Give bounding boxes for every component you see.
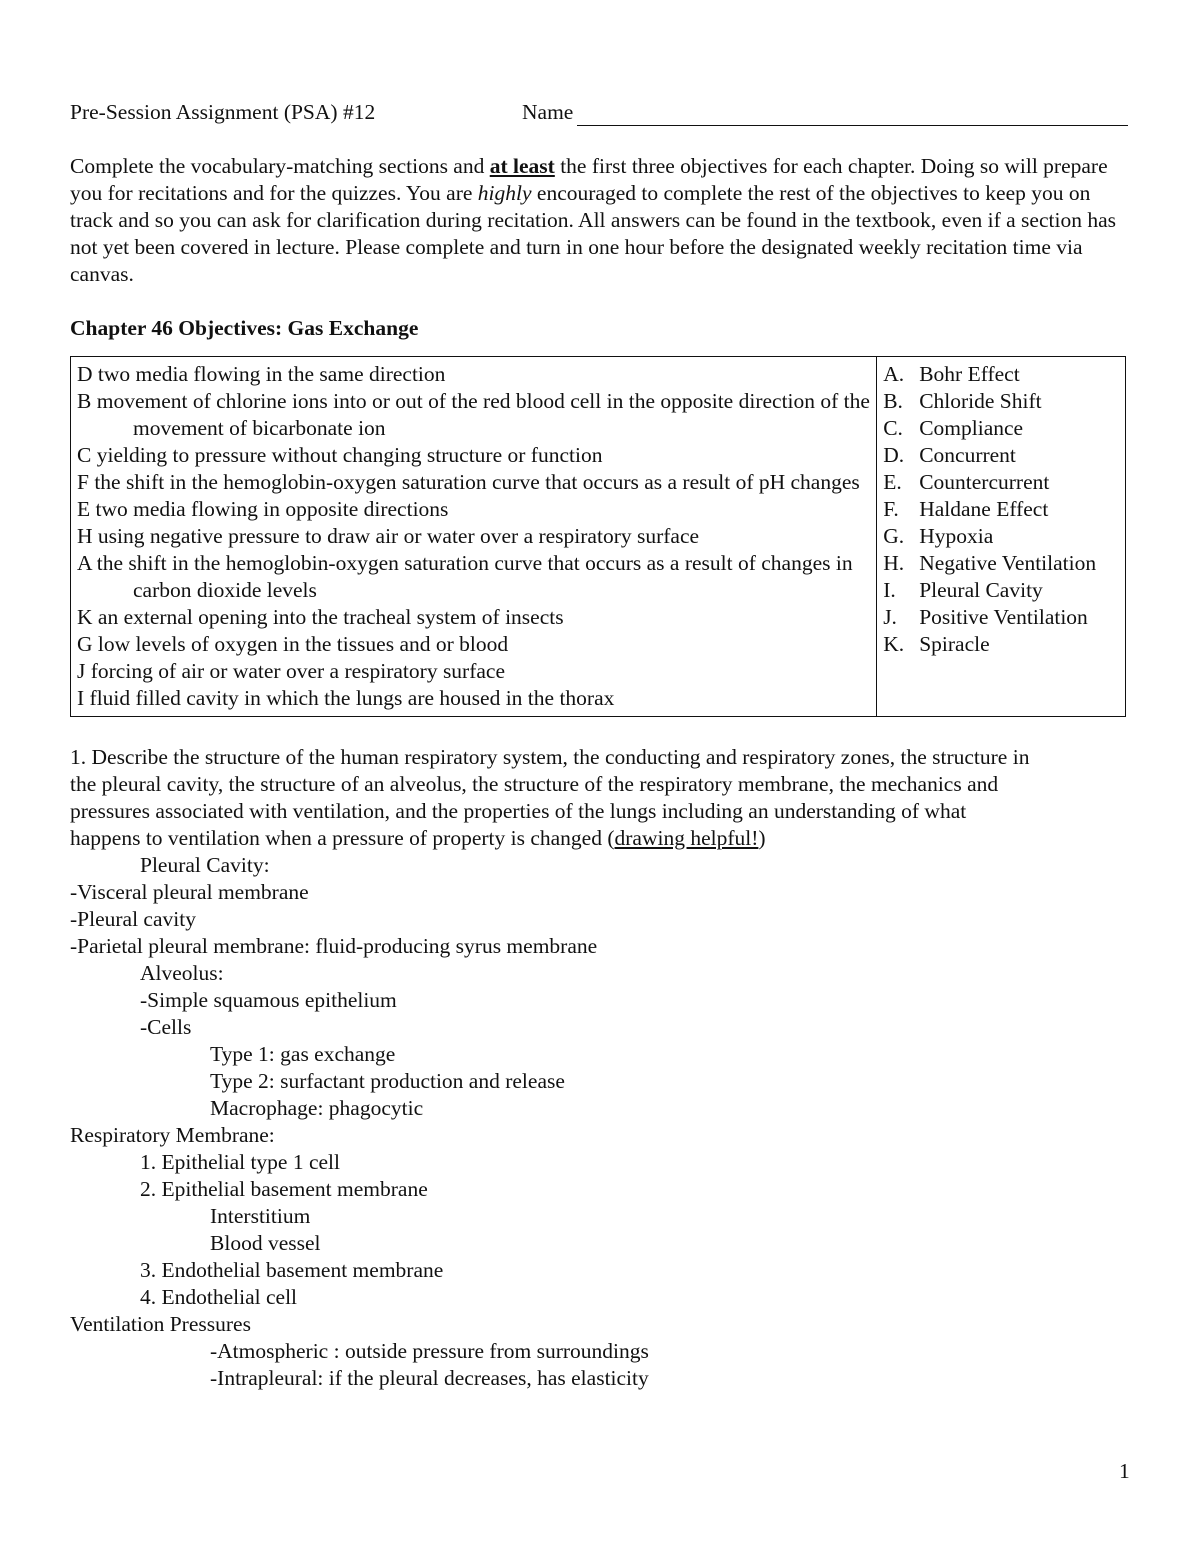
intro-emphasis-italic: highly: [477, 181, 532, 205]
objective-1-section: [70, 744, 1128, 1392]
note-line: 1. Epithelial type 1 cell: [140, 1150, 341, 1174]
definition-item: G low levels of oxygen in the tissues and or blood: [77, 632, 509, 656]
intro-text-2: the first three objectives for each chapter. Doing so will prepare you for recitations and for the quizzes. You are: [70, 154, 1108, 205]
note-line: 2. Epithelial basement membrane: [140, 1177, 428, 1201]
note-line: 4. Endothelial cell: [140, 1285, 298, 1309]
term-text: Concurrent: [919, 443, 1016, 467]
term-letter: E.: [883, 470, 902, 494]
note-line: -Parietal pleural membrane: fluid-producing syrus membrane: [70, 934, 598, 958]
note-line: Ventilation Pressures: [70, 1312, 251, 1336]
term-text: Countercurrent: [919, 470, 1050, 494]
note-line: Pleural Cavity:: [140, 853, 270, 877]
term-item: [883, 469, 1119, 496]
note-line: Type 2: surfactant production and release: [210, 1069, 565, 1093]
term-text: Hypoxia: [919, 524, 994, 548]
term-letter: I.: [883, 578, 896, 602]
definition-item: F the shift in the hemoglobin-oxygen saturation curve that occurs as a result of pH changes: [77, 470, 860, 494]
term-text: Haldane Effect: [919, 497, 1049, 521]
name-label: Name: [522, 100, 574, 124]
definition-item: A the shift in the hemoglobin-oxygen saturation curve that occurs as a result of changes in carbon dioxide levels: [77, 551, 853, 602]
note-line: -Atmospheric : outside pressure from surroundings: [210, 1339, 649, 1363]
term-text: Positive Ventilation: [919, 605, 1088, 629]
note-line: -Cells: [140, 1015, 192, 1039]
term-letter: K.: [883, 632, 905, 656]
term-letter: C.: [883, 416, 903, 440]
document-page: [70, 99, 1128, 1392]
vocab-matching-table: [70, 356, 1126, 717]
term-item: [883, 604, 1119, 631]
term-item: [883, 631, 1119, 658]
term-letter: J.: [883, 605, 897, 629]
term-letter: A.: [883, 362, 905, 386]
objective-1-line: pressures associated with ventilation, and the properties of the lungs including an understanding of what: [70, 799, 967, 823]
note-line: -Pleural cavity: [70, 907, 196, 931]
definition-item: J forcing of air or water over a respiratory surface: [77, 659, 506, 683]
note-line: Alveolus:: [140, 961, 224, 985]
definition-item: C yielding to pressure without changing structure or function: [77, 443, 603, 467]
drawing-helpful-note: drawing helpful!: [614, 826, 759, 850]
note-line: Interstitium: [210, 1204, 311, 1228]
definition-item: B movement of chlorine ions into or out of the red blood cell in the opposite direction of the movement of bicarbonate ion: [77, 389, 870, 440]
term-text: Negative Ventilation: [919, 551, 1097, 575]
terms-column: [877, 357, 1126, 717]
intro-text-1: Complete the vocabulary-matching sections and: [70, 154, 490, 178]
term-text: Compliance: [919, 416, 1024, 440]
term-item: [883, 496, 1119, 523]
definition-item: H using negative pressure to draw air or water over a respiratory surface: [77, 524, 700, 548]
definition-item: D two media flowing in the same direction: [77, 362, 446, 386]
note-line: Respiratory Membrane:: [70, 1123, 275, 1147]
term-text: Chloride Shift: [919, 389, 1042, 413]
note-line: Macrophage: phagocytic: [210, 1096, 424, 1120]
term-item: [883, 415, 1119, 442]
note-line: Blood vessel: [210, 1231, 321, 1255]
objective-1-line-start: happens to ventilation when a pressure of property is changed (: [70, 826, 615, 850]
term-text: Pleural Cavity: [919, 578, 1043, 602]
chapter-heading: Chapter 46 Objectives: Gas Exchange: [70, 316, 419, 340]
note-line: 3. Endothelial basement membrane: [140, 1258, 444, 1282]
definition-item: E two media flowing in opposite directions: [77, 497, 449, 521]
definitions-column: [71, 357, 877, 717]
term-letter: B.: [883, 389, 903, 413]
answer-notes: [70, 852, 1128, 1392]
term-text: Bohr Effect: [919, 362, 1020, 386]
term-item: [883, 523, 1119, 550]
term-letter: G.: [883, 524, 905, 548]
definition-item: K an external opening into the tracheal system of insects: [77, 605, 564, 629]
name-blank-line: [577, 103, 1128, 126]
definition-item: I fluid filled cavity in which the lungs are housed in the thorax: [77, 686, 615, 710]
note-line: -Simple squamous epithelium: [140, 988, 397, 1012]
objective-1-line-end: ): [758, 826, 766, 850]
intro-text-3: encouraged to complete the rest of the objectives to keep you on track and so you can ask for clarification during recitation. All answers can be found in the textbook, even if a section has not yet been covered in lecture. Please complete and turn in one hour before the designated weekly recitation time via canvas.: [70, 181, 1116, 286]
objective-1-line: the pleural cavity, the structure of an alveolus, the structure of the respiratory membrane, the mechanics and: [70, 772, 999, 796]
term-item: [883, 577, 1119, 604]
term-item: [883, 550, 1119, 577]
term-letter: H.: [883, 551, 905, 575]
page-number: 1: [1119, 1459, 1130, 1483]
note-line: -Intrapleural: if the pleural decreases, has elasticity: [210, 1366, 649, 1390]
term-text: Spiracle: [919, 632, 990, 656]
term-item: [883, 388, 1119, 415]
term-item: [883, 442, 1119, 469]
term-letter: D.: [883, 443, 905, 467]
note-line: -Visceral pleural membrane: [70, 880, 309, 904]
intro-emphasis-bold: at least: [489, 154, 555, 178]
objective-1-line: [70, 825, 1128, 852]
objective-1-line: 1. Describe the structure of the human respiratory system, the conducting and respiratory zones, the structure in: [70, 745, 1030, 769]
instructions-paragraph: [70, 153, 1128, 288]
header-row: [70, 99, 1128, 126]
assignment-title: Pre-Session Assignment (PSA) #12: [70, 100, 376, 124]
note-line: Type 1: gas exchange: [210, 1042, 396, 1066]
term-letter: F.: [883, 497, 899, 521]
term-item: [883, 361, 1119, 388]
